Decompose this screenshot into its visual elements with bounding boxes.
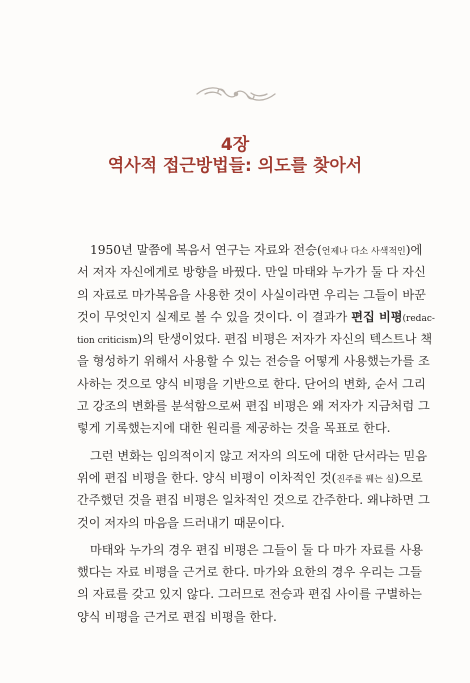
- paragraph-1-line: tion criticism)의 탄생이었다. 편집 비평은 저자가 자신의 텍스트나 책: [77, 332, 433, 347]
- key-term: 편집 비평: [351, 309, 403, 324]
- paragraph-1-line: 의 자료로 마가복음을 사용한 것이 사실이라면 우리는 그들이 바꾼: [77, 287, 426, 302]
- paragraph-1-line: 서 저자 자신에게로 방향을 바꿨다. 만일 마태와 누가가 둘 다 자신: [77, 265, 426, 280]
- paragraph-2-line: 위에 편집 비평을 한다. 양식 비평이 이차적인 것(진주를 꿰는 실)으로: [77, 470, 423, 485]
- chapter-title: 역사적 접근방법들: 의도를 찾아서: [107, 156, 363, 176]
- paragraph-2-line: 간주했던 것을 편집 비평은 일차적인 것으로 간주한다. 왜냐하면 그: [77, 493, 430, 508]
- chapter-number: 4장: [220, 135, 250, 155]
- body-text: [77, 239, 435, 628]
- paragraph-3-line: 마태와 누가의 경우 편집 비평은 그들이 둘 다 마가 자료를 사용: [90, 542, 424, 557]
- paragraph-1-line: 사하는 것으로 양식 비평을 기반으로 한다. 단어의 변화, 순서 그리: [77, 376, 426, 391]
- paragraph-2-line: 그런 변화는 임의적이지 않고 저자의 의도에 대한 단서라는 믿음: [90, 448, 428, 463]
- paragraph-1-line: 고 강조의 변화를 분석함으로써 편집 비평은 왜 저자가 지금처럼 그: [77, 399, 430, 414]
- flourish-ornament-icon: [195, 84, 277, 104]
- paragraph-3-line: 의 자료를 갖고 있지 않다. 그러므로 전승과 편집 사이를 구별하는: [77, 587, 422, 602]
- paragraph-1-line: 것이 무엇인지 실제로 볼 수 있을 것이다. 이 결과가 편집 비평(redac-: [77, 309, 435, 324]
- paragraph-2-line: 것이 저자의 마음을 드러내기 때문이다.: [77, 515, 285, 530]
- paragraph-3-line: 양식 비평을 근거로 편집 비평을 한다.: [77, 609, 277, 624]
- paragraph-3-line: 했다는 자료 비평을 근거로 한다. 마가와 요한의 경우 우리는 그들: [77, 565, 422, 580]
- paragraph-1-line: 을 형성하기 위해서 사용할 수 있는 전승을 어떻게 사용했는가를 조: [77, 354, 430, 369]
- paragraph-1-line: 렇게 기록했는지에 대한 원리를 제공하는 것을 목표로 한다.: [77, 421, 391, 436]
- paragraph-1-line: 1950년 말쯤에 복음서 연구는 자료와 전승(언제나 다소 사색적인)에: [90, 243, 423, 257]
